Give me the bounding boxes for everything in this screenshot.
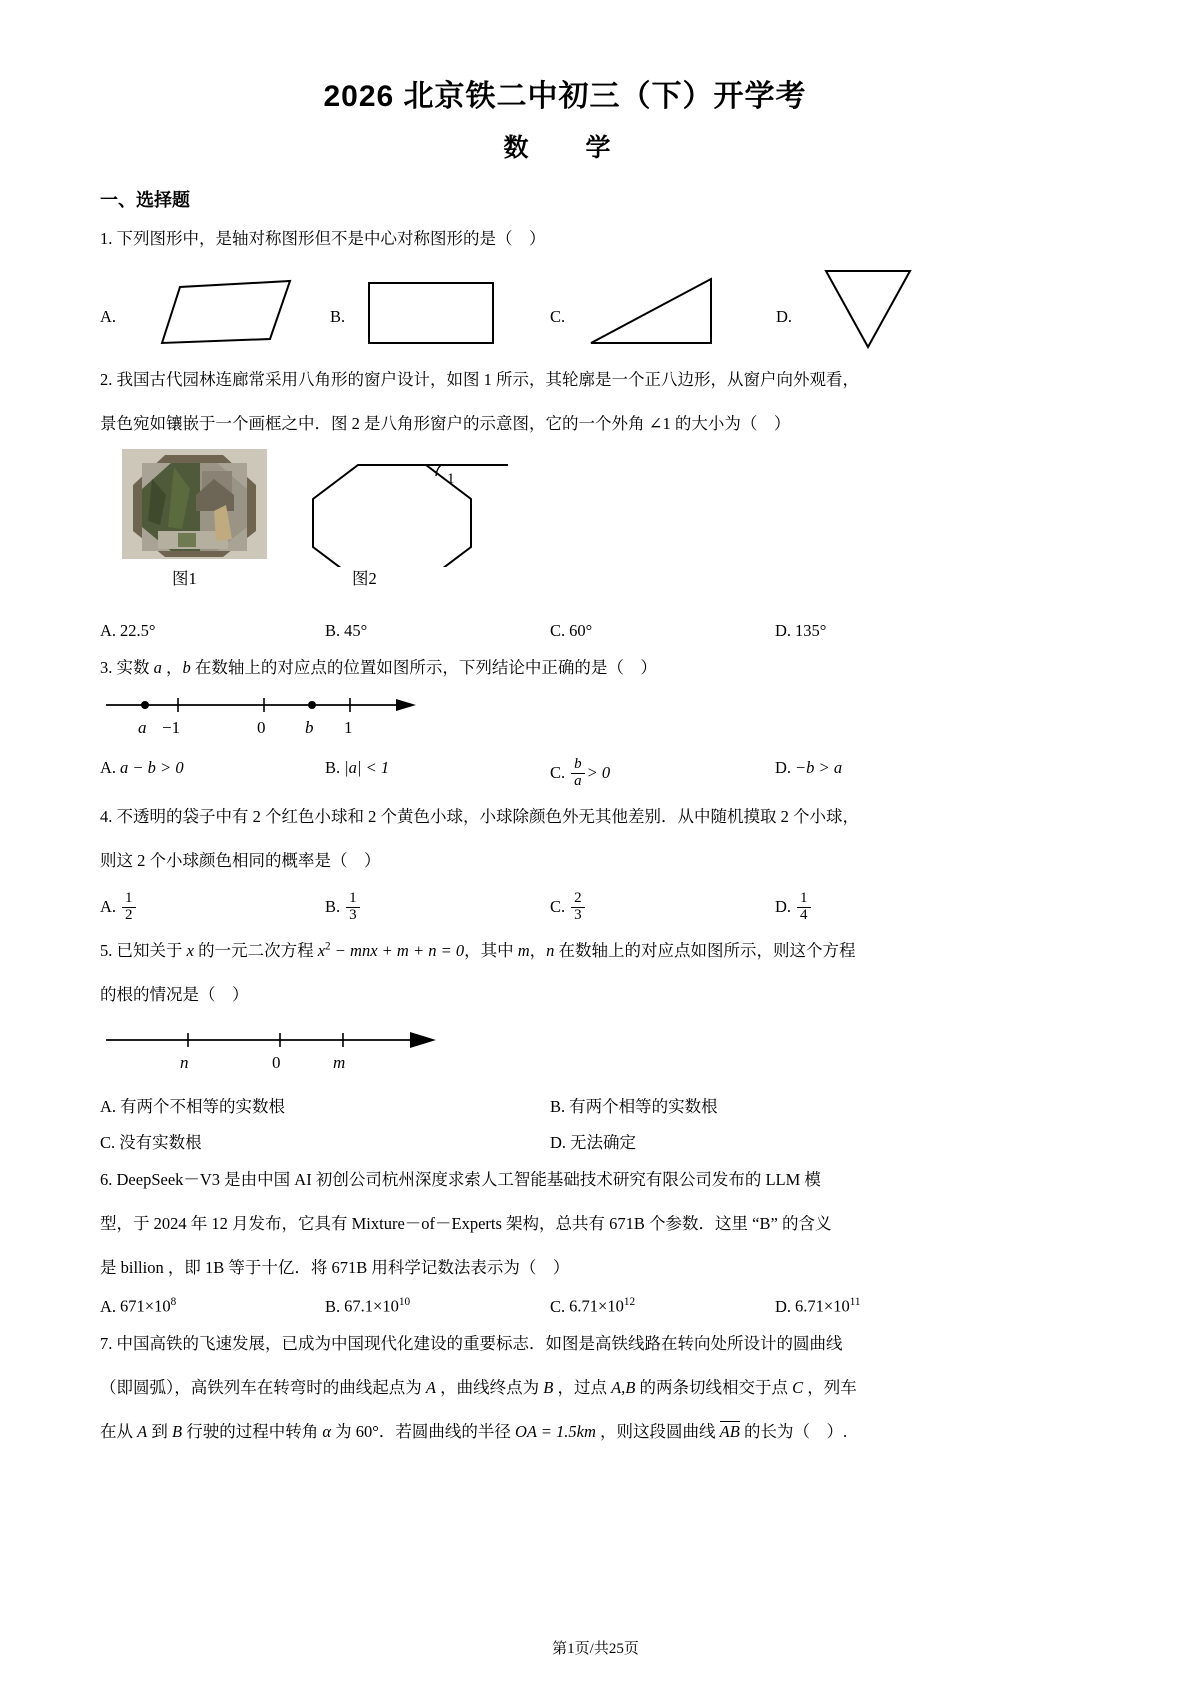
question-2-line-2: 景色宛如镶嵌于一个画框之中．图 2 是八角形窗户的示意图，它的一个外角 ∠1 的大小为（ ） [100,414,791,434]
option-b[interactable] [325,758,550,791]
point-A: A [425,1377,436,1397]
option-c-relation: > 0 [586,762,611,782]
q7-l3-b: 到 [147,1421,172,1441]
option-c[interactable] [550,621,775,641]
option-b-label: B. [325,620,341,640]
points-AB: A,B [611,1377,636,1397]
question-5-numberline [100,1022,1030,1081]
question-3-numberline [100,689,1030,746]
q7-l3-d: 为 60°．若圆曲线的半径 [330,1421,515,1441]
page-footer: 第1页/共25页 [552,1641,639,1657]
option-b[interactable] [550,1093,1000,1117]
q5-post: 在数轴上的对应点如图所示，则这个方程 [554,941,856,961]
inverted-triangle-icon [798,263,928,353]
question-1-text: 1. 下列图形中，是轴对称图形但不是中心对称图形的是（ ） [100,228,546,248]
question-3-mid: ， [161,657,183,677]
option-d-mantissa: 6.71×10 [795,1296,850,1316]
option-d[interactable] [775,621,1000,641]
option-b[interactable] [325,889,550,925]
point-A: A [137,1421,148,1441]
question-6-options [100,1296,1000,1317]
option-c-label: C. [550,620,566,640]
window-photo-graphic [122,449,267,559]
radius-OA: OA = 1.5km [514,1421,596,1441]
option-d-figure [776,261,928,353]
option-a-mantissa: 671×10 [120,1296,171,1316]
right-triangle-icon [571,263,731,353]
svg-text:b: b [305,717,314,737]
variable-n: n [546,941,555,961]
option-a[interactable] [100,621,325,641]
option-d-label: D. [775,1296,792,1316]
page-title: 2026 北京铁二中初三（下）开学考 [323,80,807,113]
option-c-label: C. [550,896,566,916]
fraction-b [346,891,360,924]
arc-AB: AB [719,1421,740,1441]
q7-l2-c: ，过点 [553,1377,612,1397]
option-a[interactable] [100,1296,325,1317]
svg-text:a: a [138,717,147,737]
question-3-options [100,755,1000,791]
question-5-line-1 [100,934,1030,968]
option-d-label: D. [776,307,793,327]
option-d[interactable] [550,1129,1000,1153]
denominator: 3 [346,907,360,924]
option-b-value: |a| < 1 [344,757,390,777]
q5-mid3: ， [529,941,547,961]
question-6-line-1: 6. DeepSeek－V3 是由中国 AI 初创公司杭州深度求索人工智能基础技术研究有限公司发布的 LLM 模 [100,1170,821,1189]
option-d[interactable] [775,758,1000,791]
option-d-value: −b > a [795,757,843,777]
option-a-label: A. [100,757,117,777]
svg-text:−1: −1 [162,717,181,737]
variable-m: m [517,941,530,961]
option-c-label: C. [100,1133,116,1152]
fraction-a [122,891,136,924]
option-b-value: 有两个相等的实数根 [569,1097,718,1116]
figure-2-caption: 图2 [352,568,377,588]
option-a-label: A. [100,1296,117,1316]
option-d-value: 无法确定 [570,1133,637,1152]
question-6-line-2: 型，于 2024 年 12 月发布，它具有 Mixture－of－Experts 架构，总共有 671B 个参数．这里 “B” 的含义 [100,1213,832,1233]
fraction-d [797,891,811,924]
question-3-pre: 3. 实数 [100,657,154,677]
q5-mid2: ，其中 [464,941,518,961]
variable-a: a [153,657,162,677]
option-a-label: A. [100,307,117,327]
option-d-label: D. [775,896,792,916]
option-a-label: A. [100,896,117,916]
q7-l3-c: 行驶的过程中转角 [182,1421,323,1441]
question-6-line-3: 是 billion ，即 1B 等于十亿．将 671B 用科学记数法表示为（ ） [100,1257,570,1277]
option-a-figure [100,261,302,353]
option-a-exponent: 8 [170,1296,177,1309]
option-b-label: B. [325,757,341,777]
question-2-figures [100,449,1030,609]
option-b[interactable] [325,1296,550,1317]
q7-l2-e: ，列车 [803,1377,857,1397]
subject-title: 数 学 [503,133,627,162]
option-a[interactable] [100,1093,550,1117]
option-d-exponent: 11 [849,1296,861,1309]
svg-text:0: 0 [272,1053,281,1072]
numerator: 2 [574,889,582,906]
variable-x: x [186,941,194,961]
option-d-value: 135° [795,620,827,640]
question-7-line-2 [100,1371,1030,1405]
option-d-label: D. [775,620,792,640]
question-5-options-row-2 [100,1129,1000,1153]
option-c-value: 60° [569,620,593,640]
option-c-figure [550,261,731,353]
q7-l2-a: （即圆弧），高铁列车在转弯时的曲线起点为 [100,1377,426,1397]
fraction-c [571,891,585,924]
question-4-options [100,889,1000,925]
option-a[interactable] [100,889,325,925]
denominator: 3 [571,907,585,924]
question-7-line-1: 7. 中国高铁的飞速发展，已成为中国现代化建设的重要标志．如图是高铁线路在转向处所设计的圆曲线 [100,1333,843,1353]
question-3-text [100,651,1030,685]
fraction-b-over-a: $\frac{b}{a}$ [571,757,585,790]
angle-1-label: 1 [447,470,455,487]
angle-alpha: α [322,1421,331,1441]
option-c-exponent: 12 [623,1296,636,1309]
numerator: 1 [349,889,357,906]
rectangle-icon [351,263,511,353]
option-c-value: 没有实数根 [119,1133,202,1152]
option-c[interactable] [100,1129,550,1153]
option-b-label: B. [330,307,346,327]
option-c-mantissa: 6.71×10 [569,1296,624,1316]
parallelogram-icon [122,263,302,353]
question-1-figures [100,261,1030,353]
page-content [100,0,1030,1448]
number-line-mn-icon [100,1022,450,1076]
denominator: 4 [797,907,811,924]
question-3-post: 在数轴上的对应点的位置如图所示，下列结论中正确的是（ ） [190,657,657,677]
option-b-value: 45° [344,620,368,640]
option-a-label: A. [100,1097,117,1116]
numerator: 1 [125,889,133,906]
point-B: B [171,1421,183,1441]
q7-l2-d: 的两条切线相交于点 [635,1377,793,1397]
regular-octagon-icon [305,447,515,567]
point-C: C [792,1377,804,1397]
figure-1-caption: 图1 [172,568,197,588]
option-c[interactable] [550,1296,775,1317]
option-d[interactable] [775,1296,1000,1317]
option-b-label: B. [550,1097,566,1116]
option-c[interactable] [550,755,775,791]
option-d-label: D. [550,1133,567,1152]
denominator: 2 [122,907,136,924]
octagon-diagram [305,447,515,572]
question-7-line-3 [100,1415,1030,1449]
q7-l3-e: ，则这段圆曲线 [595,1421,720,1441]
option-a-value: 22.5° [120,620,156,640]
q5-pre: 5. 已知关于 [100,941,187,961]
svg-text:n: n [180,1053,189,1072]
numerator: 1 [800,889,808,906]
q7-l2-b: ，曲线终点为 [435,1377,544,1397]
point-B: B [543,1377,554,1397]
option-d[interactable] [775,889,1000,925]
option-b-mantissa: 67.1×10 [344,1296,399,1316]
question-2-options [100,621,1000,641]
option-b-label: B. [325,896,341,916]
option-b-exponent: 10 [398,1296,411,1309]
option-b-label: B. [325,1296,341,1316]
option-a-value: a − b > 0 [120,757,184,777]
section-heading: 一、选择题 [100,189,190,210]
svg-text:1: 1 [344,717,353,737]
option-a[interactable] [100,758,325,791]
option-b-figure [330,261,511,353]
option-d-label: D. [775,757,792,777]
svg-text:m: m [333,1053,346,1072]
option-a-label: A. [100,620,117,640]
question-2-line-1: 2. 我国古代园林连廊常采用八角形的窗户设计，如图 1 所示，其轮廓是一个正八边形，从窗户向外观看， [100,370,859,390]
variable-b: b [182,657,191,677]
question-5-options-row-1 [100,1093,1000,1117]
option-a-value: 有两个不相等的实数根 [120,1097,286,1116]
option-c-label: C. [550,1296,566,1316]
option-c-label: C. [550,307,566,327]
svg-text:0: 0 [257,717,266,737]
number-line-ab-icon [100,689,430,741]
option-c-label: C. [550,762,566,782]
option-c[interactable] [550,889,775,925]
q7-l3-f: 的长为（ ）. [739,1421,848,1441]
quadratic-equation: $x^2$ − mnx + m + n = 0 [317,940,465,961]
option-b[interactable] [325,621,550,641]
question-4-line-1: 4. 不透明的袋子中有 2 个红色小球和 2 个黄色小球，小球除颜色外无其他差别．从中随机摸取 2 个小球， [100,807,859,827]
q7-l3-a: 在从 [100,1421,138,1441]
octagon-window-photo [122,449,267,559]
question-4-line-2: 则这 2 个小球颜色相同的概率是（ ） [100,851,381,871]
q5-mid1: 的一元二次方程 [193,941,318,961]
question-5-line-2: 的根的情况是（ ） [100,985,249,1005]
